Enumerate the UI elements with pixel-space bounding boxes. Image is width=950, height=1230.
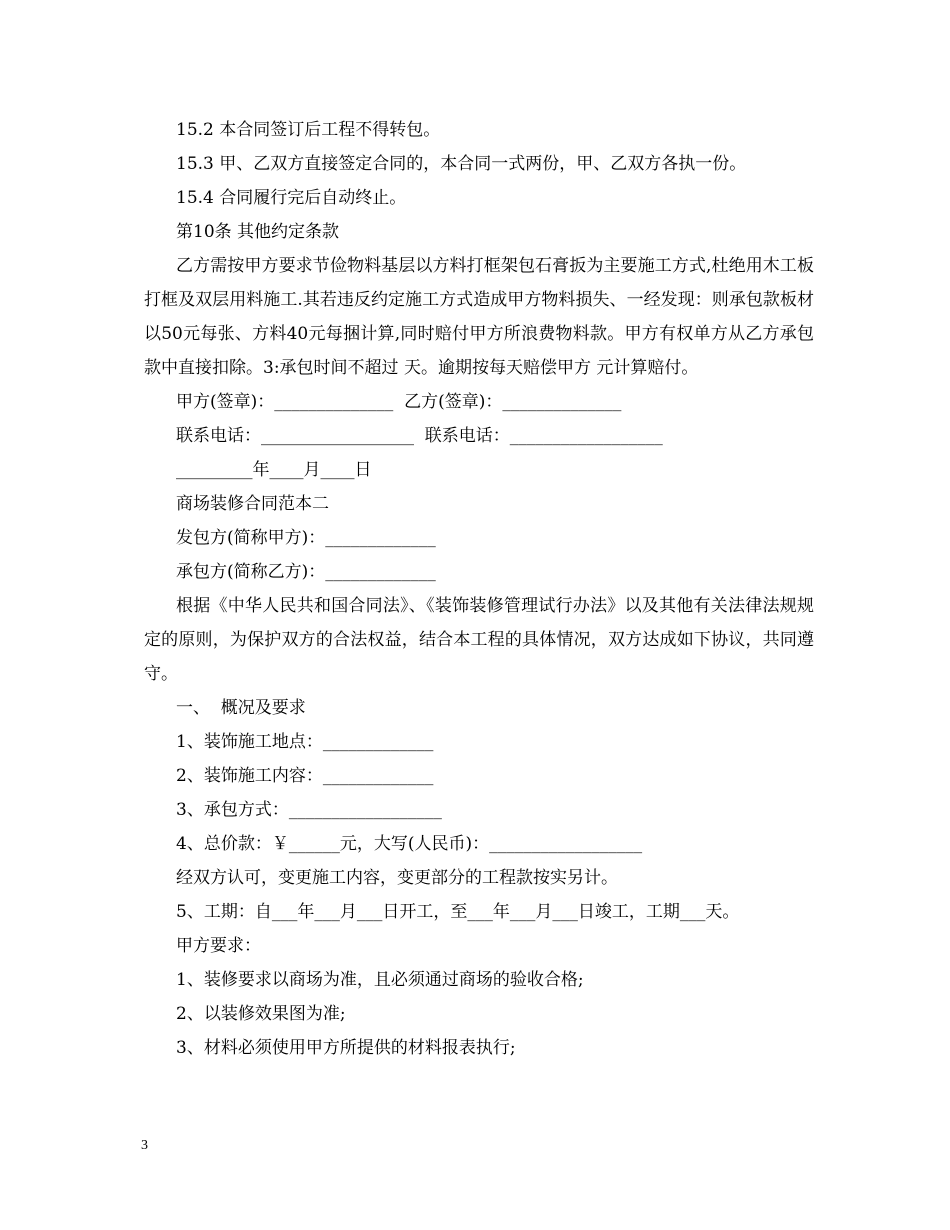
preamble-paragraph: 根据《中华人民共和国合同法》、《装饰装修管理试行办法》以及其他有关法律法规规定的原则，为保护双方的合法权益，结合本工程的具体情况，双方达成如下协议，共同遵守。 — [144, 596, 814, 684]
requirement-3: 3、材料必须使用甲方所提供的材料报表执行; — [176, 1038, 516, 1058]
phone-line: 联系电话：__________________ 联系电话：__________________ — [176, 426, 663, 446]
section-1-heading: 一、 概况及要求 — [176, 698, 306, 718]
clause-15-3: 15.3 甲、乙双方直接签定合同的，本合同一式两份，甲、乙双方各执一份。 — [176, 154, 747, 174]
template-2-title: 商场装修合同范本二 — [176, 494, 329, 514]
requirement-1: 1、装修要求以商场为准，且必须通过商场的验收合格; — [176, 970, 584, 990]
article-10-heading: 第10条 其他约定条款 — [176, 222, 340, 242]
date-line: _________年____月____日 — [176, 460, 372, 480]
clause-15-2: 15.2 本合同签订后工程不得转包。 — [176, 120, 441, 140]
party-a-line: 发包方(简称甲方)：_____________ — [176, 528, 436, 548]
page-number: 3 — [141, 1138, 148, 1153]
item-contract-mode: 3、承包方式：__________________ — [176, 800, 442, 820]
item-content: 2、装饰施工内容：_____________ — [176, 766, 434, 786]
item-total-price: 4、总价款：￥______元，大写(人民币)：__________________ — [176, 834, 643, 854]
other-terms-paragraph: 乙方需按甲方要求节俭物料基层以方料打框架包石膏扳为主要施工方式,杜绝用木工板打框及双层用料施工.其若违反约定施工方式造成甲方物料损失、一经发现：则承包款板材以50元每张、方料40元每捆计算,同时赔付甲方所浪费物料款。甲方有权单方从乙方承包款中直接扣除。3:承包时间不超过 天。逾期按每天赔偿甲方 元计算赔付。 — [144, 256, 814, 378]
document-body — [144, 113, 814, 1065]
change-note: 经双方认可，变更施工内容，变更部分的工程款按实另计。 — [176, 868, 618, 888]
party-b-line: 承包方(简称乙方)：_____________ — [176, 562, 436, 582]
item-site: 1、装饰施工地点：_____________ — [176, 732, 434, 752]
item-duration: 5、工期：自___年___月___日开工，至___年___月___日竣工，工期___天。 — [176, 902, 740, 922]
signature-line: 甲方(签章)：______________ 乙方(签章)：______________ — [176, 392, 622, 412]
clause-15-4: 15.4 合同履行完后自动终止。 — [176, 188, 407, 208]
requirements-heading: 甲方要求： — [176, 936, 261, 956]
requirement-2: 2、以装修效果图为准; — [176, 1004, 346, 1024]
